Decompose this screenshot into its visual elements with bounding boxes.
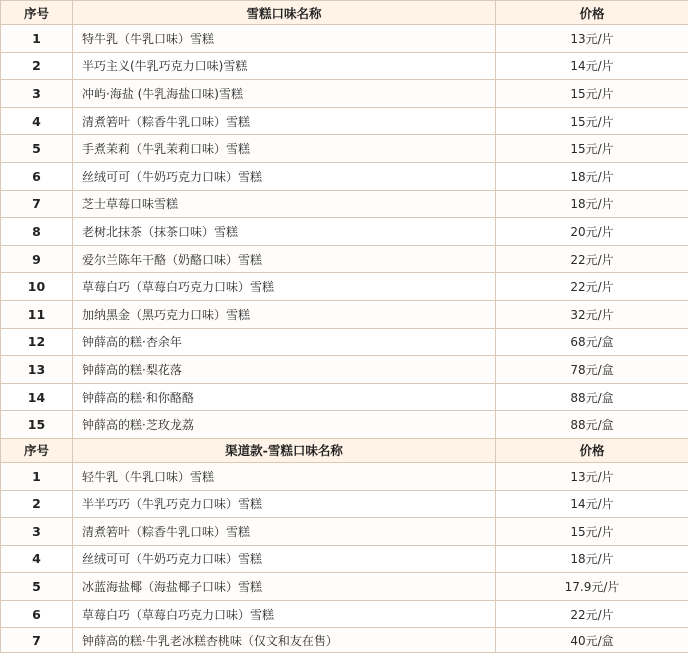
header-flavor-name: 雪糕口味名称 [73, 1, 496, 25]
row-number: 8 [1, 218, 73, 246]
flavor-name: 草莓白巧（草莓白巧克力口味）雪糕 [73, 600, 496, 628]
row-number: 7 [1, 190, 73, 218]
row-number: 6 [1, 600, 73, 628]
row-number: 3 [1, 80, 73, 108]
row-number: 5 [1, 135, 73, 163]
flavor-name: 草莓白巧（草莓白巧克力口味）雪糕 [73, 273, 496, 301]
price-value: 18元/片 [496, 545, 688, 573]
price-value: 40元/盒 [496, 628, 688, 653]
row-number: 4 [1, 545, 73, 573]
table-row [1, 328, 688, 356]
flavor-name: 清煮箬叶（粽香牛乳口味）雪糕 [73, 107, 496, 135]
price-value: 88元/盒 [496, 383, 688, 411]
flavor-name: 钟薛高的糕·牛乳老冰糕杏桃味（仅文和友在售） [73, 628, 496, 653]
section2-header-row [1, 438, 688, 462]
table-row [1, 135, 688, 163]
price-value: 32元/片 [496, 300, 688, 328]
table-row [1, 245, 688, 273]
table-row [1, 383, 688, 411]
price-table-body [1, 1, 688, 653]
table-row [1, 107, 688, 135]
flavor-name: 冰蓝海盐椰（海盐椰子口味）雪糕 [73, 573, 496, 601]
flavor-name: 钟薛高的糕·杏余年 [73, 328, 496, 356]
table-row [1, 80, 688, 108]
price-value: 14元/片 [496, 52, 688, 80]
row-number: 4 [1, 107, 73, 135]
price-value: 68元/盒 [496, 328, 688, 356]
header-number: 序号 [1, 1, 73, 25]
price-value: 17.9元/片 [496, 573, 688, 601]
flavor-name: 丝绒可可（牛奶巧克力口味）雪糕 [73, 545, 496, 573]
flavor-name: 丝绒可可（牛奶巧克力口味）雪糕 [73, 162, 496, 190]
table-row [1, 573, 688, 601]
price-value: 15元/片 [496, 135, 688, 163]
flavor-name: 芝士草莓口味雪糕 [73, 190, 496, 218]
price-value: 88元/盒 [496, 411, 688, 439]
header-number: 序号 [1, 438, 73, 462]
table-row [1, 462, 688, 490]
price-value: 18元/片 [496, 190, 688, 218]
header-price: 价格 [496, 438, 688, 462]
table-row [1, 411, 688, 439]
price-value: 14元/片 [496, 490, 688, 518]
price-value: 15元/片 [496, 518, 688, 546]
table-row [1, 218, 688, 246]
price-value: 15元/片 [496, 80, 688, 108]
flavor-name: 轻牛乳（牛乳口味）雪糕 [73, 462, 496, 490]
row-number: 2 [1, 52, 73, 80]
table-row [1, 600, 688, 628]
flavor-name: 钟薛高的糕·芝玫龙荔 [73, 411, 496, 439]
row-number: 11 [1, 300, 73, 328]
table-row [1, 190, 688, 218]
row-number: 9 [1, 245, 73, 273]
flavor-name: 半半巧巧（牛乳巧克力口味）雪糕 [73, 490, 496, 518]
row-number: 14 [1, 383, 73, 411]
row-number: 10 [1, 273, 73, 301]
row-number: 2 [1, 490, 73, 518]
table-row [1, 545, 688, 573]
price-value: 20元/片 [496, 218, 688, 246]
flavor-name: 爱尔兰陈年干酪（奶酪口味）雪糕 [73, 245, 496, 273]
table-row [1, 356, 688, 384]
flavor-name: 手煮茉莉（牛乳茉莉口味）雪糕 [73, 135, 496, 163]
flavor-name: 特牛乳（牛乳口味）雪糕 [73, 25, 496, 53]
table-row [1, 518, 688, 546]
price-value: 22元/片 [496, 273, 688, 301]
header-price: 价格 [496, 1, 688, 25]
row-number: 1 [1, 462, 73, 490]
row-number: 3 [1, 518, 73, 546]
table-row [1, 628, 688, 653]
table-row [1, 273, 688, 301]
table-row [1, 300, 688, 328]
price-value: 13元/片 [496, 25, 688, 53]
table-row [1, 25, 688, 53]
price-value: 15元/片 [496, 107, 688, 135]
price-value: 13元/片 [496, 462, 688, 490]
row-number: 7 [1, 628, 73, 653]
section1-header-row [1, 1, 688, 25]
price-value: 22元/片 [496, 600, 688, 628]
row-number: 6 [1, 162, 73, 190]
row-number: 12 [1, 328, 73, 356]
price-value: 78元/盒 [496, 356, 688, 384]
flavor-name: 老树北抹茶（抹茶口味）雪糕 [73, 218, 496, 246]
flavor-name: 加纳黑金（黑巧克力口味）雪糕 [73, 300, 496, 328]
table-row [1, 162, 688, 190]
row-number: 13 [1, 356, 73, 384]
header-flavor-name: 渠道款-雪糕口味名称 [73, 438, 496, 462]
table-row [1, 490, 688, 518]
price-value: 22元/片 [496, 245, 688, 273]
flavor-name: 钟薛高的糕·和你酪酪 [73, 383, 496, 411]
row-number: 5 [1, 573, 73, 601]
table-row [1, 52, 688, 80]
flavor-name: 钟薛高的糕·梨花落 [73, 356, 496, 384]
row-number: 1 [1, 25, 73, 53]
flavor-name: 半巧主义(牛乳巧克力口味)雪糕 [73, 52, 496, 80]
flavor-name: 清煮箬叶（粽香牛乳口味）雪糕 [73, 518, 496, 546]
price-value: 18元/片 [496, 162, 688, 190]
flavor-name: 冲屿·海盐 (牛乳海盐口味)雪糕 [73, 80, 496, 108]
row-number: 15 [1, 411, 73, 439]
